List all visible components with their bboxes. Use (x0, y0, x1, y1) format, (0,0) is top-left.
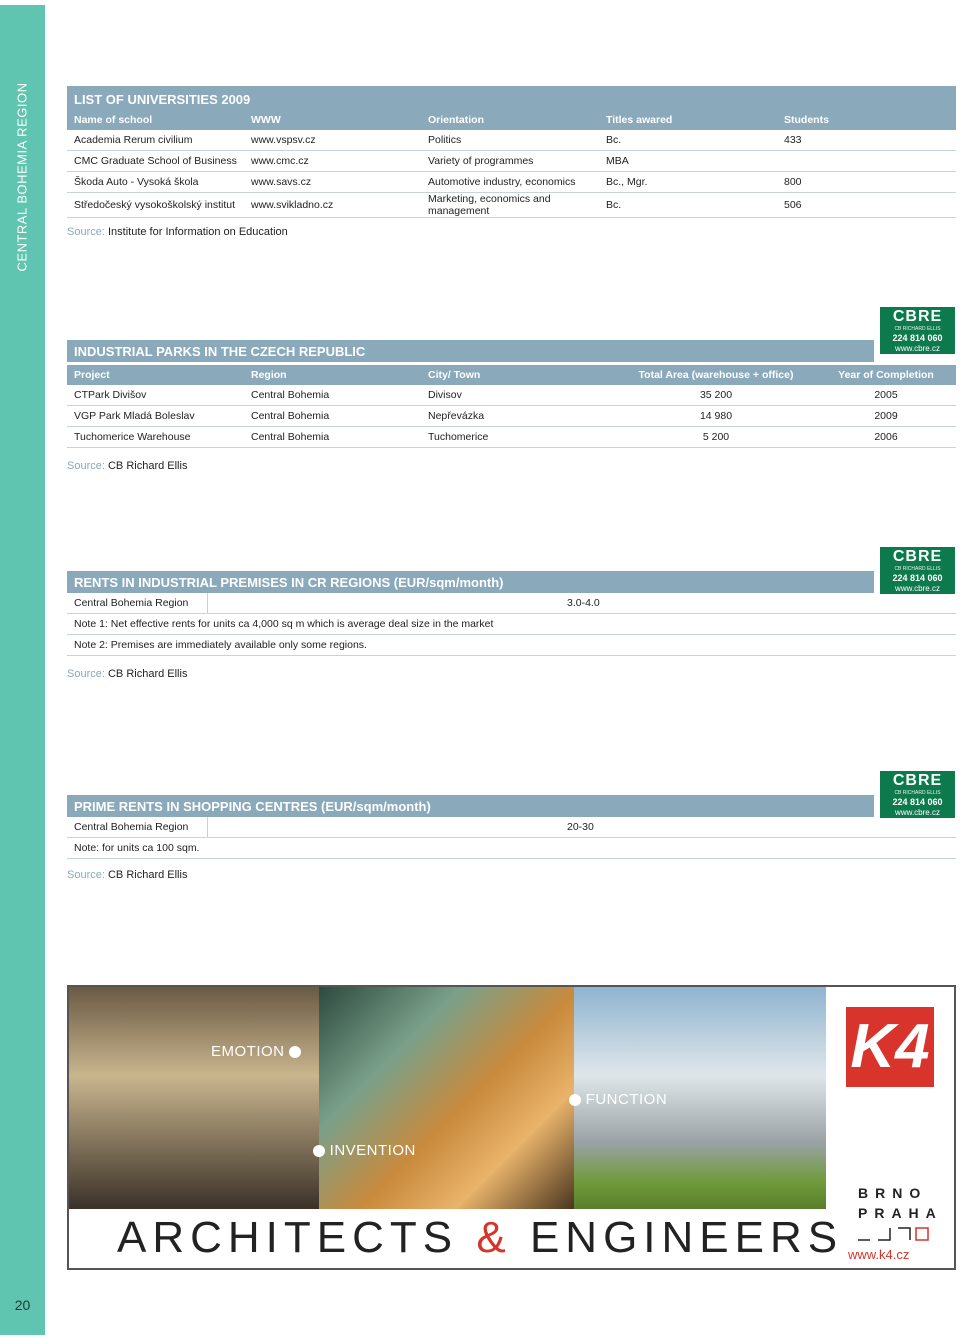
cell: Tuchomerice Warehouse (67, 427, 244, 448)
region-label: Central Bohemia Region (74, 597, 189, 609)
parks-table (67, 365, 956, 448)
column-header: Region (244, 365, 421, 385)
parks-title: INDUSTRIAL PARKS IN THE CZECH REPUBLIC (67, 340, 874, 362)
cell: Marketing, economics and management (421, 193, 599, 218)
source-text: CB Richard Ellis (107, 460, 188, 472)
table-header-row (67, 110, 956, 130)
rent-row (67, 817, 956, 838)
cell: Středočeský vysokoškolský institut (67, 193, 244, 218)
cbre-subtitle: CB RICHARD ELLIS (894, 566, 941, 572)
column-header: WWW (244, 110, 421, 130)
column-header: Students (777, 110, 956, 130)
prime-title: PRIME RENTS IN SHOPPING CENTRES (EUR/sqm/month) (67, 795, 874, 817)
cell: MBA (599, 151, 777, 172)
column-header: City/ Town (421, 365, 616, 385)
tag-label: EMOTION (211, 1043, 285, 1060)
cell: 2006 (816, 427, 956, 448)
table-header-row (67, 365, 956, 385)
cell: www.vspsv.cz (244, 130, 421, 151)
parks-source (67, 460, 187, 472)
rents-source (67, 668, 187, 680)
note-row: Note 2: Premises are immediately available only some regions. (67, 635, 956, 656)
headline-ampersand: & (476, 1213, 512, 1262)
headline-part: ARCHITECTS (117, 1213, 459, 1262)
cell: Central Bohemia (244, 427, 421, 448)
table-row (67, 406, 956, 427)
cell: www.svikladno.cz (244, 193, 421, 218)
column-header: Name of school (67, 110, 244, 130)
cell: Divisov (421, 385, 616, 406)
column-header: Total Area (warehouse + office) (616, 365, 816, 385)
column-header: Orientation (421, 110, 599, 130)
cbre-brand: CBRE (892, 308, 943, 325)
ad-photo-collage (69, 987, 826, 1209)
cell: Škoda Auto - Vysoká škola (67, 172, 244, 193)
tag-invention (313, 1142, 416, 1159)
prime-source (67, 869, 187, 881)
cell: 5 200 (616, 427, 816, 448)
dot-icon (289, 1046, 301, 1058)
dot-icon (313, 1145, 325, 1157)
cell: www.cmc.cz (244, 151, 421, 172)
source-label: Source: (67, 869, 105, 881)
column-header: Year of Completion (816, 365, 956, 385)
cell: Tuchomerice (421, 427, 616, 448)
cbre-url: www.cbre.cz (895, 344, 940, 353)
universities-source (67, 226, 288, 238)
cell: 2009 (816, 406, 956, 427)
cell: Central Bohemia (244, 406, 421, 427)
photo-atrium (319, 987, 574, 1209)
universities-title: LIST OF UNIVERSITIES 2009 (67, 86, 956, 110)
note-row: Note 1: Net effective rents for units ca 4,000 sq m which is average deal size in the market (67, 614, 956, 635)
cell: 14 980 (616, 406, 816, 427)
parks-section (67, 340, 956, 448)
cell: CTPark Divišov (67, 385, 244, 406)
source-text: Institute for Information on Education (107, 226, 288, 238)
divider (207, 817, 208, 837)
universities-table (67, 110, 956, 218)
source-label: Source: (67, 460, 105, 472)
cell: 506 (777, 193, 956, 218)
k4-advertisement (67, 985, 956, 1270)
cell: VGP Park Mladá Boleslav (67, 406, 244, 427)
prime-section (67, 795, 956, 859)
cbre-subtitle: CB RICHARD ELLIS (894, 326, 941, 332)
cell: 433 (777, 130, 956, 151)
table-row (67, 172, 956, 193)
source-label: Source: (67, 226, 105, 238)
cbre-phone: 224 814 060 (892, 797, 943, 807)
sidebar (0, 5, 45, 1335)
cell: Bc. (599, 193, 777, 218)
bracket-icon (858, 1227, 930, 1241)
cbre-subtitle: CB RICHARD ELLIS (894, 790, 941, 796)
cbre-url: www.cbre.cz (895, 808, 940, 817)
source-text: CB Richard Ellis (107, 668, 188, 680)
column-header: Titles awared (599, 110, 777, 130)
cbre-url: www.cbre.cz (895, 584, 940, 593)
table-row (67, 151, 956, 172)
rent-value: 3.0-4.0 (567, 597, 600, 609)
ad-branding (826, 987, 954, 1268)
k4-url[interactable]: www.k4.cz (848, 1247, 910, 1262)
sidebar-title: CENTRAL BOHEMIA REGION (14, 82, 30, 272)
cell (777, 151, 956, 172)
rents-title: RENTS IN INDUSTRIAL PREMISES IN CR REGIONS (EUR/sqm/month) (67, 571, 874, 593)
column-header: Project (67, 365, 244, 385)
tag-function (569, 1091, 667, 1108)
cell: Nepřevázka (421, 406, 616, 427)
source-text: CB Richard Ellis (107, 869, 188, 881)
city-praha: PRAHA (858, 1205, 943, 1221)
divider (207, 593, 208, 613)
region-label: Central Bohemia Region (74, 821, 189, 833)
k4-logo: K4 (846, 1007, 934, 1087)
cell: Automotive industry, economics (421, 172, 599, 193)
source-label: Source: (67, 668, 105, 680)
ad-headline (117, 1213, 843, 1263)
tag-emotion (211, 1043, 301, 1060)
rent-row (67, 593, 956, 614)
tag-label: INVENTION (329, 1142, 416, 1159)
cell: Variety of programmes (421, 151, 599, 172)
cell: Academia Rerum civilium (67, 130, 244, 151)
cell: Central Bohemia (244, 385, 421, 406)
cbre-phone: 224 814 060 (892, 333, 943, 343)
cell: Bc., Mgr. (599, 172, 777, 193)
cell: 800 (777, 172, 956, 193)
cbre-brand: CBRE (892, 772, 943, 789)
table-row (67, 385, 956, 406)
cbre-phone: 224 814 060 (892, 573, 943, 583)
rent-value: 20-30 (567, 821, 594, 833)
table-row (67, 130, 956, 151)
table-row (67, 193, 956, 218)
rents-section (67, 571, 956, 656)
universities-section (67, 86, 956, 218)
cell: Politics (421, 130, 599, 151)
cell: 2005 (816, 385, 956, 406)
headline-part: ENGINEERS (529, 1213, 844, 1262)
page-number: 20 (14, 1297, 31, 1313)
tag-label: FUNCTION (585, 1091, 668, 1108)
table-row (67, 427, 956, 448)
cell: Bc. (599, 130, 777, 151)
dot-icon (569, 1094, 581, 1106)
cell: 35 200 (616, 385, 816, 406)
photo-interior (69, 987, 319, 1209)
cell: www.savs.cz (244, 172, 421, 193)
city-brno: BRNO (858, 1185, 928, 1201)
note-row: Note: for units ca 100 sqm. (67, 838, 956, 859)
cbre-brand: CBRE (892, 548, 943, 565)
cell: CMC Graduate School of Business (67, 151, 244, 172)
